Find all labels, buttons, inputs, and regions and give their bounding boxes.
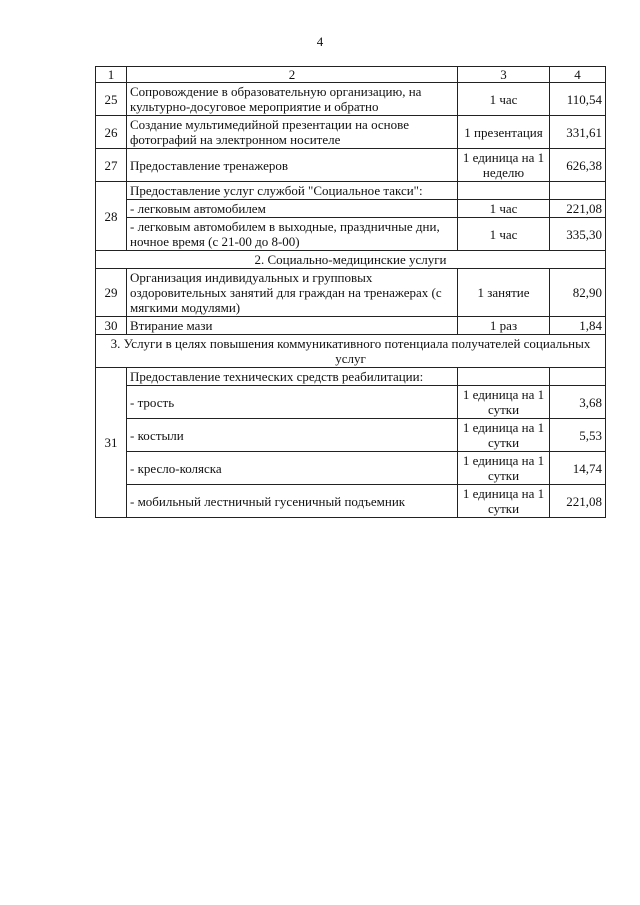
header-cell-1: 1 bbox=[96, 67, 127, 83]
row-number: 31 bbox=[96, 368, 127, 518]
table-subrow bbox=[96, 200, 606, 218]
service-price: 82,90 bbox=[550, 269, 606, 317]
table-subrow bbox=[96, 452, 606, 485]
service-unit: 1 час bbox=[458, 200, 550, 218]
table-header-row bbox=[96, 67, 606, 83]
service-unit: 1 единица на 1 сутки bbox=[458, 386, 550, 419]
section-title: 3. Услуги в целях повышения коммуникативного потенциала получателей социальных услуг bbox=[96, 335, 606, 368]
service-subitem-name: - легковым автомобилем в выходные, праздничные дни, ночное время (с 21-00 до 8-00) bbox=[127, 218, 458, 251]
table-subrow bbox=[96, 386, 606, 419]
section-title: 2. Социально-медицинские услуги bbox=[96, 251, 606, 269]
service-price: 221,08 bbox=[550, 200, 606, 218]
empty-cell bbox=[458, 182, 550, 200]
table-subrow bbox=[96, 218, 606, 251]
service-price: 626,38 bbox=[550, 149, 606, 182]
header-cell-2: 2 bbox=[127, 67, 458, 83]
table-row bbox=[96, 149, 606, 182]
service-name: Предоставление тренажеров bbox=[127, 149, 458, 182]
row-number: 30 bbox=[96, 317, 127, 335]
header-cell-3: 3 bbox=[458, 67, 550, 83]
service-unit: 1 единица на 1 сутки bbox=[458, 485, 550, 518]
service-subitem-name: - трость bbox=[127, 386, 458, 419]
service-unit: 1 презентация bbox=[458, 116, 550, 149]
service-price: 5,53 bbox=[550, 419, 606, 452]
empty-cell bbox=[550, 182, 606, 200]
section-row bbox=[96, 335, 606, 368]
row-number: 26 bbox=[96, 116, 127, 149]
service-price: 14,74 bbox=[550, 452, 606, 485]
service-subitem-name: - кресло-коляска bbox=[127, 452, 458, 485]
service-unit: 1 единица на 1 сутки bbox=[458, 419, 550, 452]
service-price: 335,30 bbox=[550, 218, 606, 251]
service-name: Втирание мази bbox=[127, 317, 458, 335]
table-row bbox=[96, 317, 606, 335]
row-number: 28 bbox=[96, 182, 127, 251]
service-name: Предоставление технических средств реабилитации: bbox=[127, 368, 458, 386]
table-subrow bbox=[96, 485, 606, 518]
section-row bbox=[96, 251, 606, 269]
service-price: 110,54 bbox=[550, 83, 606, 116]
row-number: 29 bbox=[96, 269, 127, 317]
service-name: Сопровождение в образовательную организацию, на культурно-досуговое мероприятие и обратно bbox=[127, 83, 458, 116]
table-row bbox=[96, 368, 606, 386]
table-row bbox=[96, 269, 606, 317]
service-name: Организация индивидуальных и групповых оздоровительных занятий для граждан на тренажерах (с мягкими модулями) bbox=[127, 269, 458, 317]
service-unit: 1 раз bbox=[458, 317, 550, 335]
service-subitem-name: - мобильный лестничный гусеничный подъемник bbox=[127, 485, 458, 518]
service-unit: 1 час bbox=[458, 218, 550, 251]
service-price: 221,08 bbox=[550, 485, 606, 518]
service-unit: 1 единица на 1 неделю bbox=[458, 149, 550, 182]
empty-cell bbox=[458, 368, 550, 386]
service-subitem-name: - легковым автомобилем bbox=[127, 200, 458, 218]
service-price: 331,61 bbox=[550, 116, 606, 149]
service-price: 3,68 bbox=[550, 386, 606, 419]
service-name: Создание мультимедийной презентации на основе фотографий на электронном носителе bbox=[127, 116, 458, 149]
table-subrow bbox=[96, 419, 606, 452]
row-number: 25 bbox=[96, 83, 127, 116]
header-cell-4: 4 bbox=[550, 67, 606, 83]
tariff-table bbox=[95, 66, 606, 518]
table-row bbox=[96, 116, 606, 149]
service-unit: 1 единица на 1 сутки bbox=[458, 452, 550, 485]
service-name: Предоставление услуг службой "Социальное такси": bbox=[127, 182, 458, 200]
table-row bbox=[96, 182, 606, 200]
service-unit: 1 занятие bbox=[458, 269, 550, 317]
service-price: 1,84 bbox=[550, 317, 606, 335]
row-number: 27 bbox=[96, 149, 127, 182]
service-unit: 1 час bbox=[458, 83, 550, 116]
page-number: 4 bbox=[316, 34, 324, 49]
empty-cell bbox=[550, 368, 606, 386]
service-subitem-name: - костыли bbox=[127, 419, 458, 452]
table-row bbox=[96, 83, 606, 116]
